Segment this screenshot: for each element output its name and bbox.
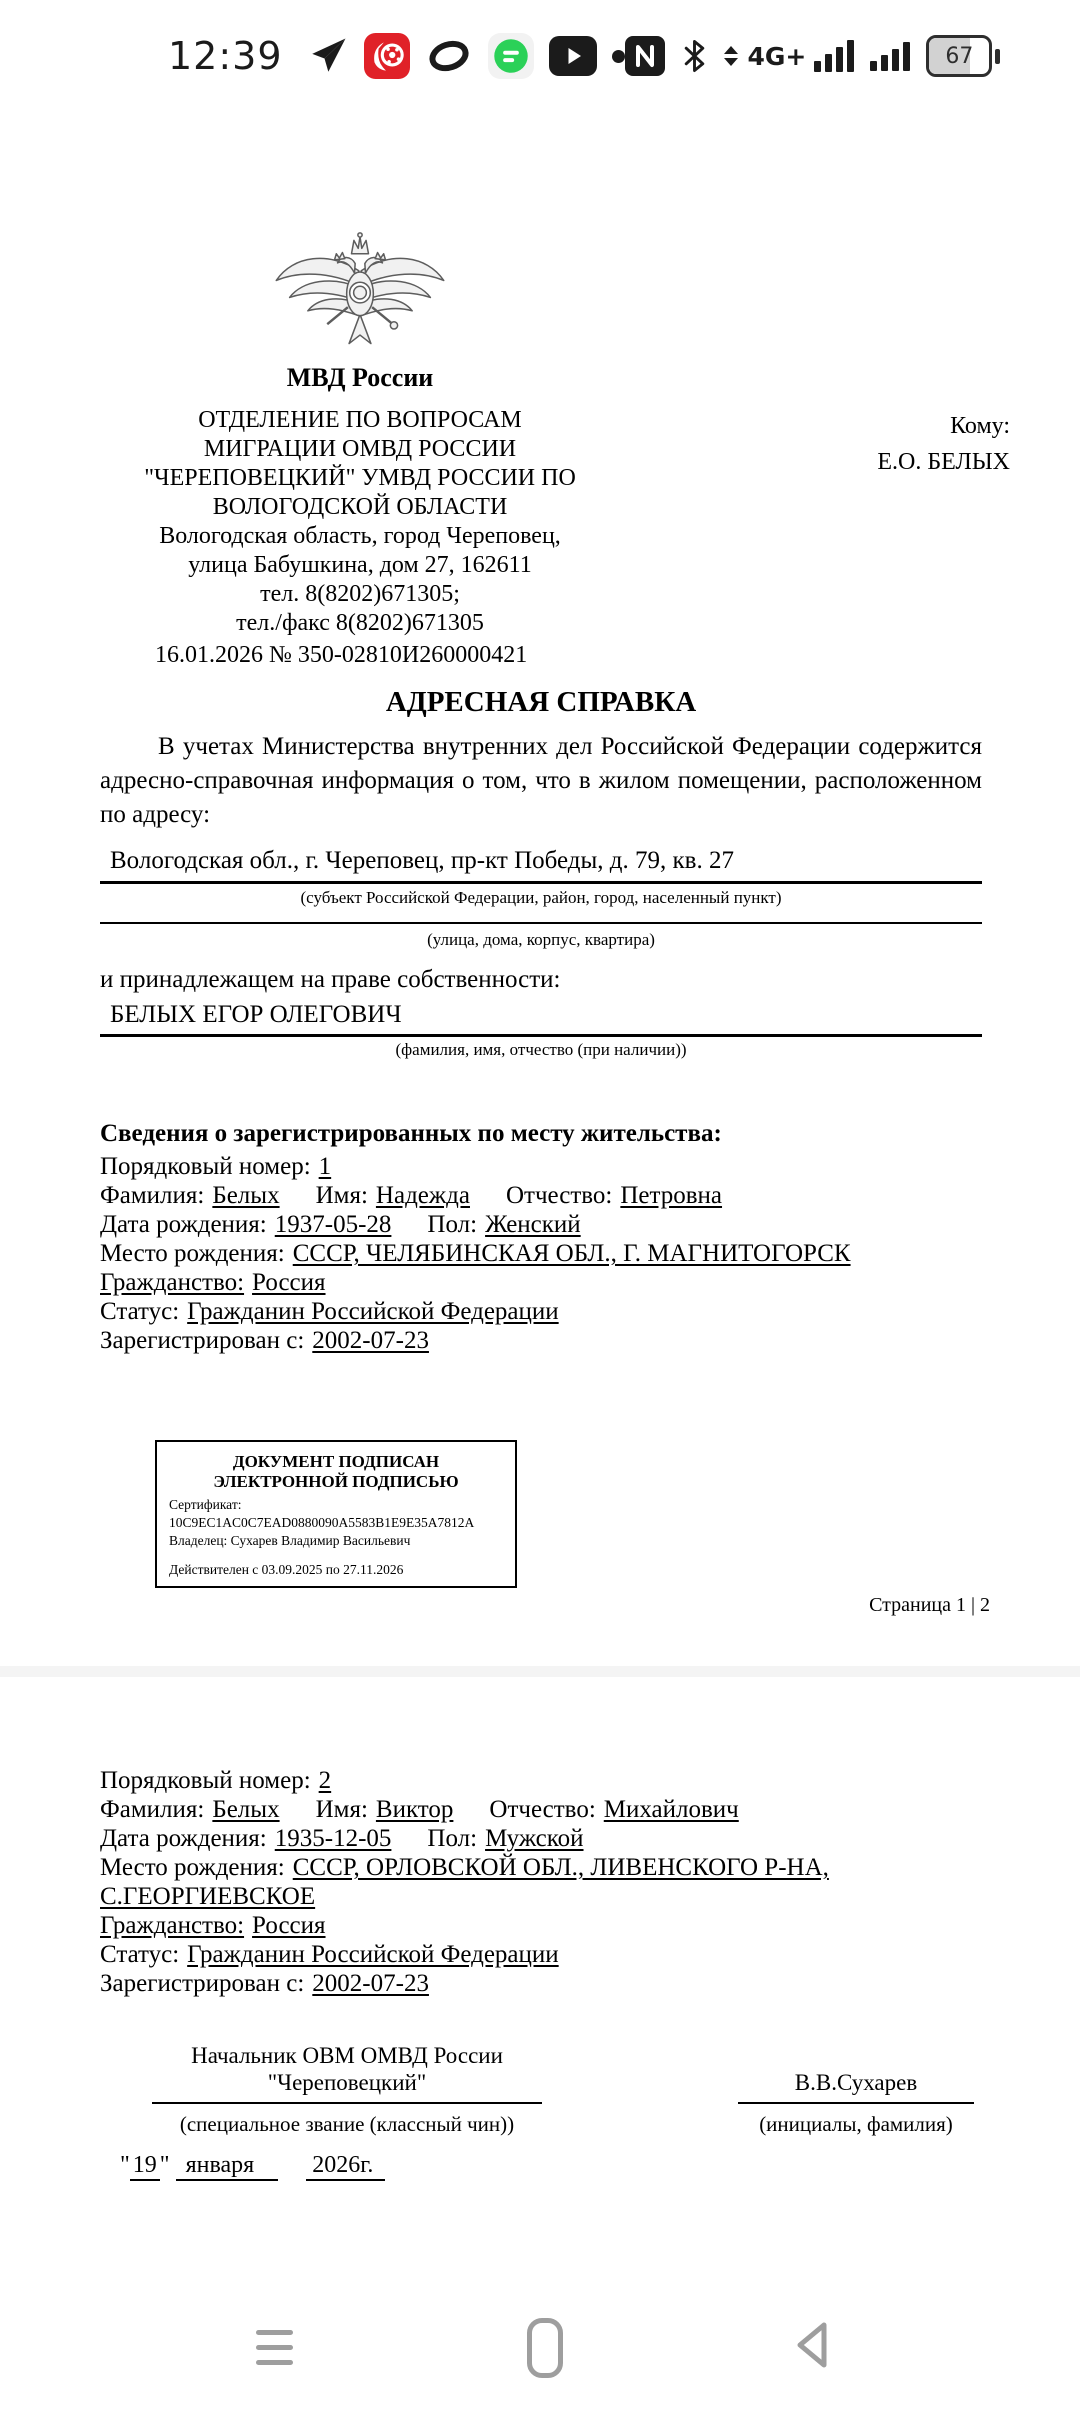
addressee-name: Е.О. БЕЛЫХ xyxy=(877,449,1010,475)
document-date-line xyxy=(120,2152,385,2181)
youtube-icon xyxy=(549,36,597,76)
green-chat-icon xyxy=(488,33,534,79)
more-notifications-dot xyxy=(612,50,625,63)
battery-percent: 67 xyxy=(945,43,974,69)
org-block xyxy=(100,406,620,638)
owner-name-line: БЕЛЫХ ЕГОР ОЛЕГОВИЧ xyxy=(100,1000,982,1037)
date-month: января xyxy=(176,2152,279,2181)
signer-name: В.В.Сухарев xyxy=(794,2070,918,2095)
record-number-line: Порядковый номер: 1 xyxy=(100,1153,332,1180)
navigation-bar xyxy=(0,2296,1080,2412)
emblem-caption: МВД России xyxy=(286,363,434,392)
signer-position-line2: "Череповецкий" xyxy=(267,2070,427,2095)
record-number-line: Порядковый номер: 2 xyxy=(100,1767,332,1794)
record-birth-line: Дата рождения: 1935-12-05 Пол: Мужской xyxy=(100,1825,584,1852)
record-citizenship-line: Гражданство: Россия xyxy=(100,1269,326,1296)
esign-title-line2: ЭЛЕКТРОННОЙ ПОДПИСЬЮ xyxy=(213,1472,459,1492)
date-open-quote: " xyxy=(120,2152,130,2178)
signer-position-block xyxy=(152,2042,542,2104)
record-fio-line: Фамилия: Белых Имя: Виктор Отчество: Михайлович xyxy=(100,1796,739,1823)
record-birthplace-line: Место рождения: СССР, ОРЛОВСКОЙ ОБЛ., ЛИВЕНСКОГО Р-НА, С.ГЕОРГИЕВСКОЕ xyxy=(100,1854,829,1910)
intro-paragraph: В учетах Министерства внутренних дел Российской Федерации содержится адресно-справочная информация о том, что в жилом помещении, расположенном по адресу: xyxy=(100,733,982,828)
network-type-badge: 4G+ xyxy=(747,41,807,71)
esign-cert-value: 10C9EC1AC0C7EAD0880090A5583B1E9E35A7812A xyxy=(169,1514,475,1530)
org-line: МИГРАЦИИ ОМВД РОССИИ xyxy=(203,436,517,462)
address-value-line: Вологодская обл., г. Череповец, пр-кт Победы, д. 79, кв. 27 xyxy=(100,846,982,884)
addressee-label: Кому: xyxy=(950,413,1010,439)
esign-owner: Владелец: Сухарев Владимир Васильевич xyxy=(169,1532,411,1548)
date-year: 2026г. xyxy=(306,2152,385,2181)
record-status-line: Статус: Гражданин Российской Федерации xyxy=(100,1298,559,1325)
bluetooth-icon xyxy=(681,38,708,74)
record-citizenship-line: Гражданство: Россия xyxy=(100,1912,326,1939)
nfc-icon xyxy=(625,36,665,76)
document-title: АДРЕСНАЯ СПРАВКА xyxy=(385,686,697,718)
record-status-line: Статус: Гражданин Российской Федерации xyxy=(100,1941,559,1968)
telegram-icon xyxy=(307,35,349,77)
address-caption-region: (субъект Российской Федерации, район, город, населенный пункт) xyxy=(300,888,782,907)
data-activity-arrows-icon xyxy=(724,46,738,66)
status-bar xyxy=(0,26,1080,86)
org-address-line: Вологодская область, город Череповец, xyxy=(159,523,561,549)
registered-person-record-2 xyxy=(100,1766,982,1998)
battery-nub xyxy=(995,49,1000,64)
section-heading: Сведения о зарегистрированных по месту жительства: xyxy=(100,1120,722,1147)
oval-ring-icon xyxy=(425,35,473,77)
org-address-line: улица Бабушкина, дом 27, 162611 xyxy=(188,552,532,578)
signer-name-caption: (инициалы, фамилия) xyxy=(759,2112,953,2136)
org-line: ВОЛОГОДСКОЙ ОБЛАСТИ xyxy=(212,494,508,520)
signer-position-caption: (специальное звание (классный чин)) xyxy=(179,2112,515,2136)
clock: 12:39 xyxy=(168,34,283,78)
address-blank-line xyxy=(100,904,982,924)
signal-bars-sim2-icon xyxy=(870,42,910,71)
record-registered-line: Зарегистрирован с: 2002-07-23 xyxy=(100,1327,429,1354)
date-close-quote: " xyxy=(159,2152,170,2178)
red-app-icon xyxy=(364,33,410,79)
esignature-stamp xyxy=(155,1440,517,1588)
page-indicator: Страница 1 | 2 xyxy=(869,1594,990,1616)
record-birthplace-line: Место рождения: СССР, ЧЕЛЯБИНСКАЯ ОБЛ., Г. МАГНИТОГОРСК xyxy=(100,1240,851,1267)
address-caption-street: (улица, дома, корпус, квартира) xyxy=(427,930,655,949)
battery-indicator xyxy=(926,35,1000,77)
page-separator xyxy=(0,1666,1080,1677)
esign-title-line1: ДОКУМЕНТ ПОДПИСАН xyxy=(232,1452,440,1471)
home-button[interactable] xyxy=(527,2318,563,2378)
battery-icon xyxy=(926,35,992,77)
owner-caption: (фамилия, имя, отчество (при наличии)) xyxy=(395,1040,687,1059)
mvd-eagle-emblem xyxy=(269,226,451,358)
registered-person-record-1 xyxy=(100,1152,982,1355)
ownership-intro: и принадлежащем на праве собственности: xyxy=(100,966,561,993)
record-registered-line: Зарегистрирован с: 2002-07-23 xyxy=(100,1970,429,1997)
record-fio-line: Фамилия: Белых Имя: Надежда Отчество: Петровна xyxy=(100,1182,723,1209)
signer-position-line1: Начальник ОВМ ОМВД России xyxy=(191,2043,503,2068)
esign-cert-label: Сертификат: xyxy=(169,1497,242,1513)
signal-bars-sim1-icon xyxy=(814,40,854,72)
org-line: "ЧЕРЕПОВЕЦКИЙ" УМВД РОССИИ ПО xyxy=(144,465,576,491)
org-address-line: тел./факс 8(8202)671305 xyxy=(236,610,484,636)
back-button[interactable] xyxy=(791,2316,837,2374)
signer-name-block xyxy=(738,2042,974,2104)
esign-validity: Действителен с 03.09.2025 по 27.11.2026 xyxy=(169,1561,404,1577)
addressee-block xyxy=(877,408,1010,480)
notification-icons xyxy=(307,33,625,79)
org-line: ОТДЕЛЕНИЕ ПО ВОПРОСАМ xyxy=(198,407,522,433)
org-address-line: тел. 8(8202)671305; xyxy=(260,581,460,607)
menu-button[interactable] xyxy=(256,2330,293,2365)
reference-number: 16.01.2026 № 350-02810И260000421 xyxy=(155,642,528,668)
date-day: 19 xyxy=(130,2152,160,2181)
record-birth-line: Дата рождения: 1937-05-28 Пол: Женский xyxy=(100,1211,581,1238)
emblem-block xyxy=(100,226,620,393)
system-status-icons xyxy=(625,35,1001,77)
